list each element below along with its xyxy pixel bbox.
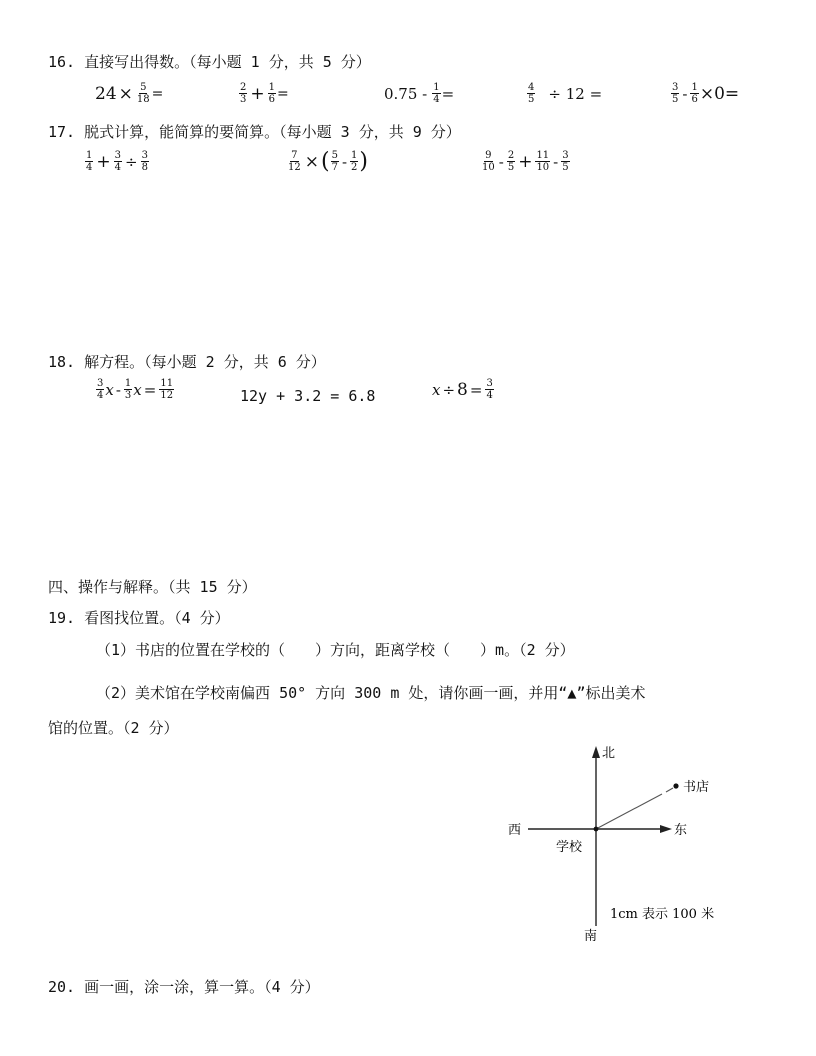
equals: = [143, 380, 157, 399]
fraction [85, 150, 93, 173]
numerator: 1 [268, 82, 275, 93]
q19-title: 19. 看图找位置。（4 分） [48, 609, 230, 627]
scale-label: 1cm 表示 100 米 [610, 907, 715, 922]
numerator: 3 [97, 378, 104, 389]
q19-part-2-line-2: 馆的位置。（2 分） [48, 719, 179, 737]
bookstore-point [673, 783, 678, 788]
school-point [594, 827, 599, 832]
fraction [124, 378, 132, 401]
denominator: 7 [331, 162, 338, 173]
fraction [141, 150, 149, 173]
numerator: 1 [124, 378, 132, 389]
numerator: 3 [486, 378, 493, 389]
denominator: 12 [160, 390, 174, 401]
school-label: 学校 [556, 840, 583, 855]
numerator: 3 [562, 150, 569, 161]
fraction [136, 82, 151, 105]
section-4-title: 四、操作与解释。（共 15 分） [48, 578, 257, 596]
q17-expr-3 [480, 150, 571, 173]
operator: + [250, 83, 265, 104]
denominator: 18 [136, 94, 150, 105]
denominator: 5 [672, 94, 679, 105]
east-arrow-icon [660, 825, 672, 833]
numerator: 7 [291, 150, 298, 161]
q18-expr-2: 12y + 3.2 = 6.8 [240, 387, 376, 405]
fraction [239, 82, 247, 105]
fraction [331, 150, 339, 173]
rest: ×0= [699, 83, 740, 104]
south-label: 南 [584, 929, 598, 944]
fraction [350, 150, 358, 173]
q16-expr-5 [670, 82, 739, 105]
fraction [485, 378, 493, 401]
denominator: 3 [124, 390, 132, 401]
denominator: 4 [433, 94, 440, 105]
fraction [481, 150, 496, 173]
fraction [96, 378, 104, 401]
denominator: 10 [536, 162, 550, 173]
fraction [159, 378, 174, 401]
equals: = [441, 84, 455, 103]
fraction [527, 82, 535, 105]
fraction [690, 82, 698, 105]
fraction [114, 150, 122, 173]
numerator: 3 [672, 82, 679, 93]
right-paren: ) [359, 148, 368, 174]
denominator: 8 [141, 162, 148, 173]
operator: ÷ [442, 380, 456, 399]
numerator: 1 [433, 82, 440, 93]
operator: + [96, 151, 111, 172]
denominator: 4 [97, 390, 104, 401]
equals: = [469, 380, 483, 399]
operand: 24 [95, 83, 117, 104]
denominator: 2 [351, 162, 358, 173]
denominator: 4 [486, 390, 493, 401]
operator: - [341, 152, 348, 171]
q17-title: 17. 脱式计算，能简算的要简算。（每小题 3 分，共 9 分） [48, 123, 461, 141]
q16-expr-1 [95, 82, 163, 105]
denominator: 4 [86, 162, 93, 173]
denominator: 5 [528, 94, 535, 105]
denominator: 4 [114, 162, 121, 173]
q19-part-2-line-1: （2）美术馆在学校南偏西 50° 方向 300 m 处，请你画一画，并用“▲”标出美术 [96, 684, 646, 702]
fraction [507, 150, 515, 173]
bookstore-ray-segment [666, 788, 673, 792]
operator: ÷ [125, 152, 138, 171]
fraction [671, 82, 679, 105]
bookstore-label: 书店 [683, 780, 710, 795]
operator: + [518, 151, 533, 172]
variable: x [133, 380, 142, 399]
operand: 0.75 - [384, 84, 428, 103]
denominator: 6 [268, 94, 275, 105]
q18-expr-3 [432, 378, 495, 401]
q17-expr-2 [286, 150, 368, 173]
numerator: 11 [160, 378, 174, 389]
numerator: 9 [485, 150, 492, 161]
operator: × [304, 151, 319, 172]
numerator: 5 [140, 82, 147, 93]
numerator: 2 [507, 150, 515, 161]
rest: ÷ 12 = [548, 84, 603, 103]
denominator: 10 [482, 162, 495, 173]
q18-title: 18. 解方程。（每小题 2 分，共 6 分） [48, 353, 326, 371]
numerator: 1 [691, 82, 698, 93]
fraction [268, 82, 276, 105]
operator: - [115, 380, 121, 399]
west-label: 西 [508, 823, 522, 838]
q16-expr-3 [384, 82, 454, 105]
left-paren: ( [320, 148, 330, 174]
numerator: 2 [240, 82, 247, 93]
denominator: 5 [507, 162, 515, 173]
north-arrow-icon [592, 746, 600, 758]
q16-expr-4 [526, 82, 602, 105]
operand: 8 [457, 379, 468, 400]
denominator: 6 [691, 94, 698, 105]
denominator: 12 [288, 162, 301, 173]
q16-title: 16. 直接写出得数。（每小题 1 分，共 5 分） [48, 53, 371, 71]
operator: - [498, 152, 504, 171]
fraction [535, 150, 550, 173]
variable: x [105, 380, 114, 399]
fraction [432, 82, 440, 105]
operator: - [682, 84, 688, 103]
east-label: 东 [674, 823, 688, 838]
equals: = [151, 85, 164, 102]
operator: × [118, 83, 133, 104]
numerator: 3 [114, 150, 121, 161]
fraction [561, 150, 569, 173]
numerator: 11 [536, 150, 550, 161]
variable: x [432, 380, 441, 399]
fraction [287, 150, 302, 173]
operator: - [553, 152, 559, 171]
q18-expr-1 [95, 378, 175, 401]
q17-expr-1 [84, 150, 150, 173]
q19-part-1: （1）书店的位置在学校的（ ）方向，距离学校（ ）m。（2 分） [96, 641, 575, 659]
north-label: 北 [602, 746, 616, 761]
denominator: 3 [240, 94, 247, 105]
numerator: 4 [528, 82, 535, 93]
numerator: 5 [331, 150, 338, 161]
numerator: 1 [86, 150, 93, 161]
numerator: 3 [141, 150, 148, 161]
bookstore-ray [596, 794, 662, 829]
q20-title: 20. 画一画，涂一涂，算一算。（4 分） [48, 978, 320, 996]
denominator: 5 [562, 162, 569, 173]
numerator: 1 [351, 150, 358, 161]
equals: = [277, 85, 289, 102]
q16-expr-2 [238, 82, 289, 105]
